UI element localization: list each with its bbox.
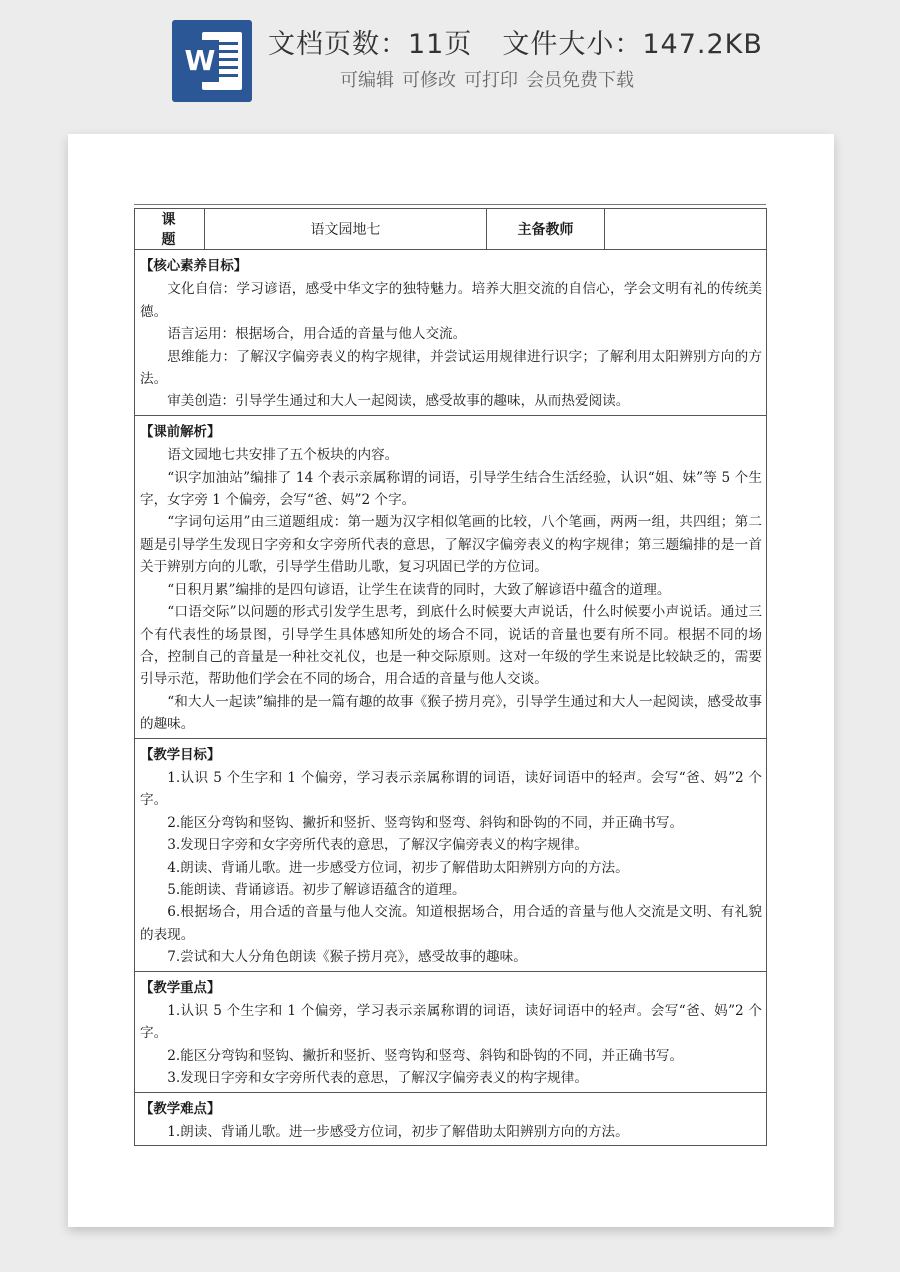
section-paragraph: 1.朗读、背诵儿歌。进一步感受方位词，初步了解借助太阳辨别方向的方法。 (167, 1124, 629, 1141)
section-paragraph: 7.尝试和大人分角色朗读《猴子捞月亮》，感受故事的趣味。 (167, 949, 527, 966)
page-header-rule (134, 204, 766, 205)
section-paragraph: 2.能区分弯钩和竖钩、撇折和竖折、竖弯钩和竖弯、斜钩和卧钩的不同，并正确书写。 (167, 814, 684, 831)
section-paragraph: 5.能朗读、背诵谚语。初步了解谚语蕴含的道理。 (167, 881, 466, 898)
section-heading: 【教学重点】 (140, 980, 221, 996)
file-size: 文件大小：147.2KB (502, 29, 763, 60)
section-difficulties (135, 1092, 767, 1146)
header-row (135, 209, 767, 250)
page-count: 文档页数：11页 (268, 29, 473, 60)
section-pre-analysis (135, 415, 767, 738)
section-heading: 【课前解析】 (140, 424, 221, 440)
section-paragraph: “日积月累”编排的是四句谚语，让学生在读背的同时，大致了解谚语中蕴含的道理。 (167, 581, 671, 598)
word-letter: W (181, 40, 219, 82)
section-paragraph: 3.发现日字旁和女字旁所代表的意思，了解汉字偏旁表义的构字规律。 (167, 837, 588, 854)
section-paragraph: 4.朗读、背诵儿歌。进一步感受方位词，初步了解借助太阳辨别方向的方法。 (167, 859, 629, 876)
section-paragraph: 文化自信：学习谚语，感受中华文字的独特魅力。培养大胆交流的自信心，学会文明有礼的传统美德。 (140, 281, 762, 320)
section-paragraph: 审美创造：引导学生通过和大人一起阅读，感受故事的趣味，从而热爱阅读。 (167, 393, 630, 410)
teacher-label: 主备教师 (487, 209, 605, 250)
section-heading: 【核心素养目标】 (140, 259, 248, 274)
document-page (68, 134, 834, 1227)
feature-member-download: 会员免费下载 (526, 70, 634, 91)
feature-editable: 可编辑 (340, 70, 394, 91)
section-core-goals (135, 250, 767, 416)
doc-meta (268, 22, 763, 61)
section-teaching-goals (135, 738, 767, 971)
section-paragraph: 语文园地七共安排了五个板块的内容。 (167, 447, 399, 464)
section-cell (135, 250, 767, 416)
section-paragraph: 1.认识 5 个生字和 1 个偏旁，学习表示亲属称谓的词语，读好词语中的轻声。会写“爸、妈”2 个字。 (140, 1003, 762, 1042)
feature-modifiable: 可修改 (402, 70, 456, 91)
section-paragraph: “字词句运用”由三道题组成：第一题为汉字相似笔画的比较，八个笔画，两两一组，共四组；第二题是引导学生发现日字旁和女字旁所代表的意思，了解汉字偏旁表义的构字规律；第三题编排的是一首关于辨别方向的儿歌，引导学生借助儿歌，复习巩固已学的方位词。 (140, 514, 762, 576)
section-paragraph: 2.能区分弯钩和竖钩、撇折和竖折、竖弯钩和竖弯、斜钩和卧钩的不同，并正确书写。 (167, 1047, 684, 1064)
section-paragraph: 6.根据场合，用合适的音量与他人交流。知道根据场合，用合适的音量与他人交流是文明、有礼貌的表现。 (140, 904, 762, 943)
feature-printable: 可打印 (464, 70, 518, 91)
section-paragraph: “和大人一起读”编排的是一篇有趣的故事《猴子捞月亮》，引导学生通过和大人一起阅读，感受故事的趣味。 (140, 693, 762, 733)
section-paragraph: “口语交际”以问题的形式引发学生思考，到底什么时候要大声说话，什么时候要小声说话。通过三个有代表性的场景图，引导学生具体感知所处的场合不同，说话的音量也要有所不同。根据不同的场合，控制自己的音量是一种社交礼仪，也是一种交际原则。这对一年级的学生来说是比较缺乏的，需要引导示范，帮助他们学会在不同的场合，用合适的音量与他人交谈。 (140, 604, 762, 688)
lesson-plan-table (134, 208, 767, 1146)
topic-label: 课 题 (135, 209, 205, 250)
section-paragraph: 语言运用：根据场合，用合适的音量与他人交流。 (167, 326, 467, 343)
word-doc-icon (172, 20, 252, 102)
section-cell (135, 971, 767, 1092)
teacher-value (605, 209, 767, 250)
section-key-points (135, 971, 767, 1092)
topic-value: 语文园地七 (205, 209, 487, 250)
section-paragraph: 1.认识 5 个生字和 1 个偏旁，学习表示亲属称谓的词语，读好词语中的轻声。会写“爸、妈”2 个字。 (140, 769, 762, 809)
section-heading: 【教学难点】 (140, 1101, 221, 1117)
section-paragraph: “识字加油站”编排了 14 个表示亲属称谓的词语，引导学生结合生活经验，认识“姐、妹”等 5 个生字，女字旁 1 个偏旁，会写“爸、妈”2 个字。 (140, 469, 762, 509)
section-heading: 【教学目标】 (140, 747, 221, 763)
feature-list (340, 66, 634, 92)
section-cell (135, 738, 767, 971)
section-paragraph: 思维能力：了解汉字偏旁表义的构字规律，并尝试运用规律进行识字；了解利用太阳辨别方向的方法。 (140, 348, 762, 388)
download-banner (0, 0, 900, 130)
section-cell (135, 415, 767, 738)
section-paragraph: 3.发现日字旁和女字旁所代表的意思，了解汉字偏旁表义的构字规律。 (167, 1070, 588, 1087)
section-cell (135, 1092, 767, 1146)
